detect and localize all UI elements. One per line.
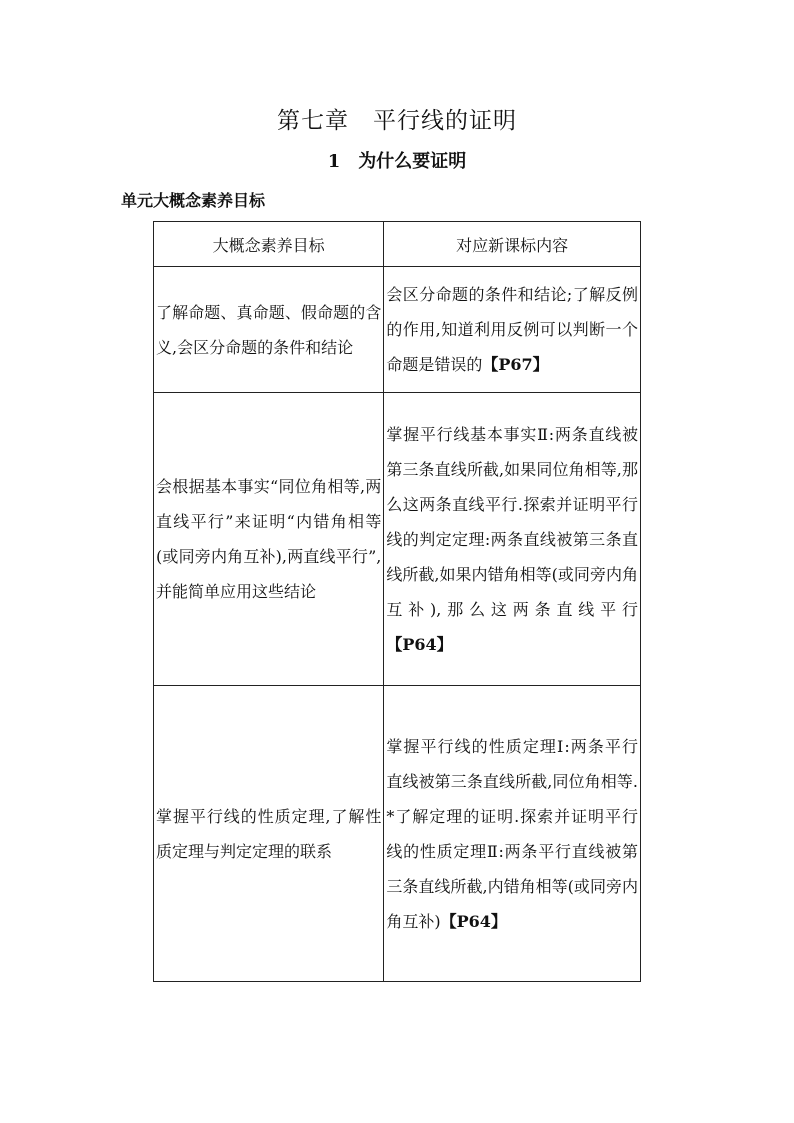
standard-text: 会区分命题的条件和结论;了解反例的作用,知道利用反例可以判断一个命题是错误的 bbox=[386, 285, 638, 374]
page-ref: 【P64】 bbox=[386, 634, 453, 654]
standard-cell bbox=[384, 393, 641, 686]
table-row bbox=[154, 267, 641, 393]
unit-title: 单元大概念素养目标 bbox=[121, 191, 266, 210]
page-ref: 【P64】 bbox=[440, 911, 507, 931]
standard-text: 掌握平行线基本事实Ⅱ:两条直线被第三条直线所截,如果同位角相等,那么这两条直线平行.探索并证明平行线的判定定理:两条直线被第三条直线所截,如果内错角相等(或同旁内角互补),那么这两条直线平行 bbox=[386, 424, 638, 619]
standard-cell bbox=[384, 267, 641, 393]
standard-cell bbox=[384, 686, 641, 982]
table-header-row bbox=[154, 222, 641, 267]
table-row bbox=[154, 393, 641, 686]
header-cell-standards: 对应新课标内容 bbox=[384, 222, 641, 267]
section-title: 1 为什么要证明 bbox=[327, 151, 467, 172]
standard-text: 掌握平行线的性质定理Ⅰ:两条平行直线被第三条直线所截,同位角相等.*了解定理的证明.探索并证明平行线的性质定理Ⅱ:两条平行直线被第三条直线所截,内错角相等(或同旁内角互补) bbox=[386, 736, 638, 931]
goal-cell: 了解命题、真命题、假命题的含义,会区分命题的条件和结论 bbox=[154, 267, 384, 393]
header-cell-goals: 大概念素养目标 bbox=[154, 222, 384, 267]
page-ref: 【P67】 bbox=[482, 355, 549, 374]
goal-cell: 掌握平行线的性质定理,了解性质定理与判定定理的联系 bbox=[154, 686, 384, 982]
goals-table bbox=[153, 221, 641, 982]
chapter-title: 第七章 平行线的证明 bbox=[277, 108, 517, 134]
goal-cell: 会根据基本事实“同位角相等,两直线平行”来证明“内错角相等(或同旁内角互补),两直线平行”,并能简单应用这些结论 bbox=[154, 393, 384, 686]
table-row bbox=[154, 686, 641, 982]
